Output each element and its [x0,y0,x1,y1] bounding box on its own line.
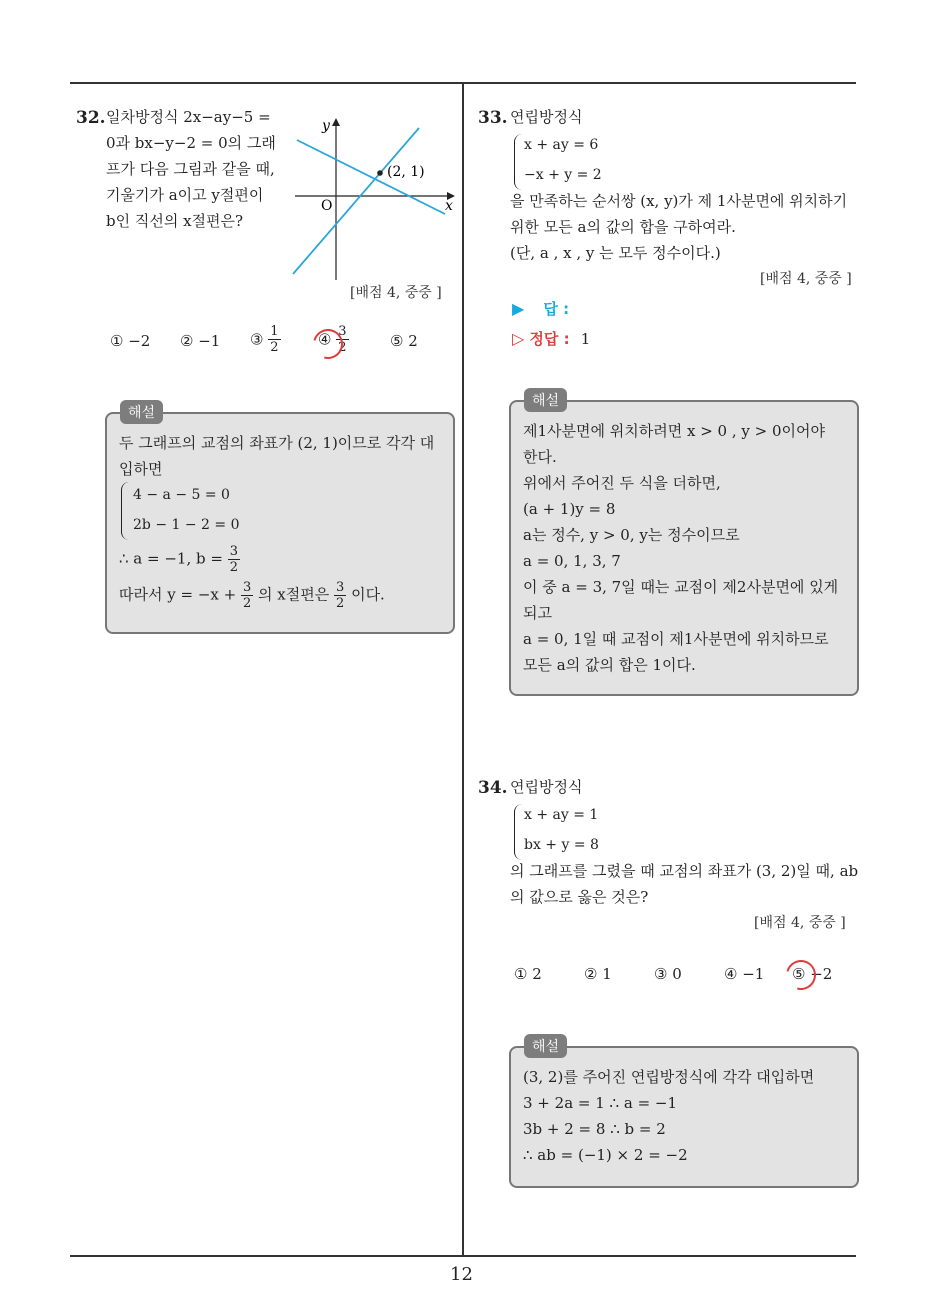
answer-mark [781,955,822,996]
q33-system [524,130,602,190]
q34-options [514,962,854,992]
option-4[interactable]: ④ $\frac{3}{2}$ [318,324,347,355]
option-1[interactable]: ① −2 [110,332,151,350]
line-positive-slope [293,128,419,274]
q34-title: 연립방정식 [510,778,583,796]
origin-label: O [321,198,333,214]
explanation-line: 이 중 a = 3, 7일 때는 교점이 제2사분면에 있게 [523,578,839,596]
q32-line: 프가 다음 그림과 같을 때, [106,160,275,178]
q32-line: 일차방정식 2x−ay−5 = [106,108,271,126]
option-1[interactable]: ① 2 [514,965,542,983]
explanation-line: a는 정수, y > 0, y는 정수이므로 [523,526,740,544]
explanation-line: ∴ ab = (−1) × 2 = −2 [523,1146,688,1164]
option-5[interactable]: ⑤ 2 [390,332,418,350]
q33-answer-row [512,298,569,319]
system-brace [121,482,130,540]
explanation-line: 한다. [523,448,557,466]
equation: 2b − 1 − 2 = 0 [133,517,240,533]
point-label: (2, 1) [387,164,425,180]
q32-options [110,324,450,364]
q32-score: [배점 4, 중중 ] [350,285,442,301]
bottom-rule [70,1255,856,1257]
explanation-line: a = 0, 1일 때 교점이 제1사분면에 위치하므로 [523,630,829,648]
answer-label: 답 : [543,300,570,318]
explanation-line: 모든 a의 값의 합은 1이다. [523,656,696,674]
equation: bx + y = 8 [524,837,599,853]
explanation-line: (a + 1)y = 8 [523,500,616,518]
option-3[interactable]: ③ $\frac{1}{2}$ [250,324,279,355]
outline-play-icon: ▷ [512,329,525,348]
q34-explanation [523,1064,814,1168]
q32-graph [285,110,460,282]
q33-explanation-box [509,400,859,696]
q34-explanation-box [509,1046,859,1188]
q33-title: 연립방정식 [510,108,583,126]
q32-stem [106,104,276,234]
y-axis-arrow [332,118,340,126]
q34-line: 의 값으로 옳은 것은? [510,888,649,906]
equation: −x + y = 2 [524,167,602,183]
q32-final-line: 따라서 y = −x + $\frac{3}{2}$ 의 x절편은 $\frac{3}{2}$ 이다. [119,580,385,611]
explanation-line: (3, 2)를 주어진 연립방정식에 각각 대입하면 [523,1068,815,1086]
explanation-line: 3b + 2 = 8 ∴ b = 2 [523,1120,666,1138]
intersection-point [377,170,383,176]
y-axis-label: y [322,118,330,134]
explanation-line: 되고 [523,604,552,622]
correct-label: 정답 : [529,330,570,348]
system-brace [514,134,523,190]
q33-stem [510,188,847,266]
q34-score: [배점 4, 중중 ] [754,915,846,931]
explanation-line: 두 그래프의 교점의 좌표가 (2, 1)이므로 각각 대 [119,434,435,452]
q33-line: (단, a , x , y 는 모두 정수이다.) [510,244,721,262]
option-4[interactable]: ④ −1 [724,965,765,983]
q32-number: 32. [76,108,106,128]
explanation-line: 입하면 [119,460,163,478]
option-2[interactable]: ② 1 [584,965,612,983]
explanation-line: 제1사분면에 위치하려면 x > 0 , y > 0이어야 [523,422,825,440]
q32-system [133,480,239,540]
q33-number: 33. [478,108,508,128]
play-icon: ▶ [512,299,525,318]
q32-result-line: ∴ a = −1, b = $\frac{3}{2}$ [119,544,239,575]
q33-explanation-tag: 해설 [524,388,567,412]
q33-score: [배점 4, 중중 ] [760,271,852,287]
q34-line: 의 그래프를 그렸을 때 교점의 좌표가 (3, 2)일 때, ab [510,862,859,880]
page-number: 12 [450,1264,473,1285]
correct-value: 1 [580,330,591,348]
explanation-line: 위에서 주어진 두 식을 더하면, [523,474,721,492]
q33-correct-row [512,326,590,352]
q34-number: 34. [478,778,508,798]
q33-line: 위한 모든 a의 값의 합을 구하여라. [510,218,736,236]
system-brace [514,804,523,860]
q33-line: 을 만족하는 순서쌍 (x, y)가 제 1사분면에 위치하기 [510,192,848,210]
equation: x + ay = 1 [524,807,599,823]
equation: 4 − a − 5 = 0 [133,487,230,503]
q32-explanation [119,430,434,482]
column-divider [462,83,464,1255]
explanation-line: a = 0, 1, 3, 7 [523,552,621,570]
q33-explanation [523,418,838,678]
q34-explanation-tag: 해설 [524,1034,567,1058]
q32-explanation-box [105,412,455,634]
q32-line: b인 직선의 x절편은? [106,212,244,230]
q32-explanation-tag: 해설 [120,400,163,424]
q34-system [524,800,599,860]
option-3[interactable]: ③ 0 [654,965,682,983]
explanation-line: 3 + 2a = 1 ∴ a = −1 [523,1094,678,1112]
x-axis-label: x [445,198,453,214]
option-5[interactable]: ⑤ −2 [792,965,833,983]
equation: x + ay = 6 [524,137,599,153]
q32-line: 0과 bx−y−2 = 0의 그래 [106,134,276,152]
q32-line: 기울기가 a이고 y절편이 [106,186,264,204]
q34-stem [510,858,858,910]
option-2[interactable]: ② −1 [180,332,221,350]
